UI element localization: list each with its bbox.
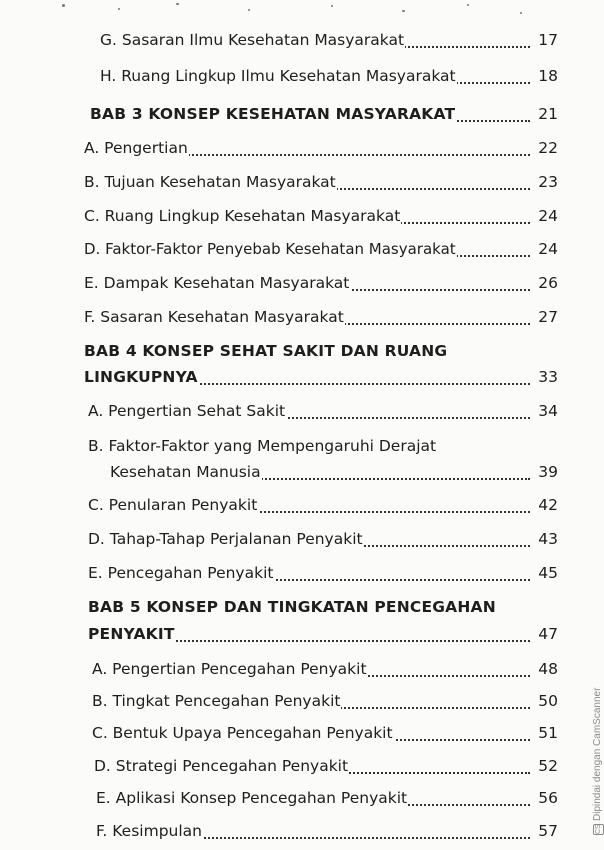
toc-entry-label: F. Sasaran Kesehatan Masyarakat bbox=[84, 304, 345, 330]
toc-entry-label: F. Kesimpulan bbox=[96, 818, 203, 844]
toc-chapter-entry bbox=[0, 101, 600, 127]
toc-entry bbox=[0, 560, 600, 586]
toc-entry-label: A. Pengertian bbox=[84, 135, 189, 161]
scan-speck bbox=[467, 4, 469, 6]
toc-entry bbox=[0, 459, 600, 485]
toc-page-number: 23 bbox=[534, 169, 558, 195]
toc-entry-label: Kesehatan Manusia bbox=[110, 459, 262, 485]
toc-entry bbox=[0, 203, 600, 229]
toc-entry-label: E. Dampak Kesehatan Masyarakat bbox=[84, 270, 350, 296]
toc-entry bbox=[0, 526, 600, 552]
toc-entry-label: B. Tujuan Kesehatan Masyarakat bbox=[84, 169, 337, 195]
scan-speck bbox=[176, 3, 179, 5]
toc-page-number: 27 bbox=[534, 304, 558, 330]
toc-page-number: 48 bbox=[534, 656, 558, 682]
toc-entry-label: G. Sasaran Ilmu Kesehatan Masyarakat bbox=[100, 27, 405, 53]
scan-speck bbox=[62, 4, 65, 7]
toc-entry bbox=[0, 169, 600, 195]
toc-entry bbox=[0, 27, 600, 53]
toc-page-number: 42 bbox=[534, 492, 558, 518]
toc-chapter-entry bbox=[0, 364, 600, 390]
scan-speck bbox=[520, 12, 522, 14]
toc-chapter-label: BAB 4 KONSEP SEHAT SAKIT DAN RUANG bbox=[84, 342, 448, 360]
toc-page-number: 50 bbox=[534, 688, 558, 714]
toc-entry-label: A. Pengertian Pencegahan Penyakit bbox=[92, 656, 368, 682]
scan-speck bbox=[402, 10, 405, 12]
toc-entry-label: B. Faktor-Faktor yang Mempengaruhi Derajat bbox=[88, 437, 437, 455]
toc-chapter-label: LINGKUPNYA bbox=[84, 364, 199, 390]
toc-chapter-label: BAB 5 KONSEP DAN TINGKATAN PENCEGAHAN bbox=[88, 598, 496, 616]
toc-entry bbox=[0, 236, 600, 262]
toc-page-number: 39 bbox=[534, 459, 558, 485]
toc-entry bbox=[0, 785, 600, 811]
toc-page-number: 45 bbox=[534, 560, 558, 586]
toc-page-number: 17 bbox=[534, 27, 558, 53]
toc-page-number: 51 bbox=[534, 720, 558, 746]
toc-entry bbox=[0, 270, 600, 296]
toc-entry-label: D. Tahap-Tahap Perjalanan Penyakit bbox=[88, 526, 364, 552]
toc-page-number: 26 bbox=[534, 270, 558, 296]
toc-page-number: 47 bbox=[534, 621, 558, 647]
watermark-text: Dipindai dengan CamScanner bbox=[592, 687, 603, 821]
toc-entry-label: E. Pencegahan Penyakit bbox=[88, 560, 274, 586]
toc-page-number: 24 bbox=[534, 203, 558, 229]
toc-page-number: 34 bbox=[534, 398, 558, 424]
toc-page-number: 18 bbox=[534, 63, 558, 89]
toc-entry bbox=[0, 135, 600, 161]
toc-entry-label: H. Ruang Lingkup Ilmu Kesehatan Masyarakat bbox=[100, 63, 457, 89]
scan-speck bbox=[118, 8, 120, 10]
toc-entry bbox=[0, 492, 600, 518]
camscanner-logo-icon: CS bbox=[595, 824, 602, 834]
toc-page-number: 24 bbox=[534, 236, 558, 262]
toc-entry-label: D. Faktor-Faktor Penyebab Kesehatan Masyarakat bbox=[84, 236, 457, 262]
toc-page-number: 56 bbox=[534, 785, 558, 811]
toc-entry-label: C. Ruang Lingkup Kesehatan Masyarakat bbox=[84, 203, 401, 229]
toc-entry-label: C. Penularan Penyakit bbox=[88, 492, 258, 518]
toc-page-number: 52 bbox=[534, 753, 558, 779]
toc-entry-label: A. Pengertian Sehat Sakit bbox=[88, 398, 286, 424]
toc-entry bbox=[0, 688, 600, 714]
toc-page-number: 43 bbox=[534, 526, 558, 552]
toc-page-number: 21 bbox=[534, 101, 558, 127]
toc-entry bbox=[0, 818, 600, 844]
toc-entry-label: C. Bentuk Upaya Pencegahan Penyakit bbox=[92, 720, 394, 746]
toc-page-number: 57 bbox=[534, 818, 558, 844]
toc-entry bbox=[0, 656, 600, 682]
toc-chapter-entry bbox=[0, 621, 600, 647]
toc-entry-label: B. Tingkat Pencegahan Penyakit bbox=[92, 688, 341, 714]
toc-entry bbox=[0, 304, 600, 330]
scan-speck bbox=[248, 9, 250, 11]
toc-page-number: 22 bbox=[534, 135, 558, 161]
toc-chapter-label: BAB 3 KONSEP KESEHATAN MASYARAKAT bbox=[90, 101, 456, 127]
toc-entry bbox=[0, 753, 600, 779]
toc-chapter-label: PENYAKIT bbox=[88, 621, 176, 647]
scan-speck bbox=[331, 5, 333, 7]
toc-entry bbox=[0, 398, 600, 424]
toc-entry bbox=[0, 720, 600, 746]
toc-entry-label: E. Aplikasi Konsep Pencegahan Penyakit bbox=[96, 785, 408, 811]
toc-entry bbox=[0, 63, 600, 89]
toc-entry-label: D. Strategi Pencegahan Penyakit bbox=[94, 753, 349, 779]
toc-page-number: 33 bbox=[534, 364, 558, 390]
camscanner-watermark bbox=[580, 655, 603, 835]
